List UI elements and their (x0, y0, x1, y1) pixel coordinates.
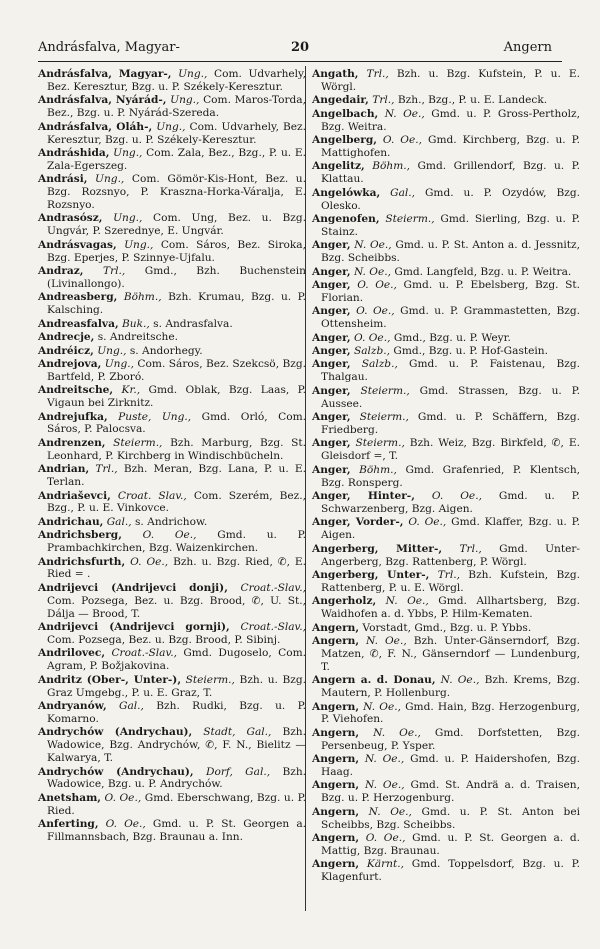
entry-details: Bzh. Wadowice, Bzg. u. P. Andrychów. (47, 765, 307, 791)
entry-details: Gmd. u. P. Grammastetten, Bzg. Ottensheim. (321, 305, 580, 331)
entry-details: Gmd. Grafenried, P. Klentsch, Bzg. Ronsperg. (321, 463, 581, 489)
entry-region: Ung., (178, 68, 208, 80)
entry-region: O. Oe., (130, 555, 169, 568)
entry-region: N. Oe., (368, 805, 412, 818)
entry-headword: Angedair, (312, 94, 369, 107)
entry-region: N. Oe., (354, 239, 392, 252)
entry-details: Bzh. Weiz, Bzg. Birkfeld, ✆, E. Gleisdorf =, T. (321, 437, 580, 463)
page-number: 20 (290, 40, 310, 55)
entry-details: Gmd. Allhartsberg, Bzg. Waidhofen a. d. Ybbs, P. Hilm-Kematen. (321, 595, 580, 621)
entry-details: Com. Zala, Bez., Bzg., P. u. E. Zala-Egerszeg. (47, 146, 306, 172)
entry-details: Gmd. Unter-Angerberg, Bzg. Rattenberg, P. Wörgl. (321, 542, 581, 568)
entry-headword: Anferting, (38, 818, 99, 831)
gazetteer-entry (38, 818, 306, 844)
entry-region: Steierm., (113, 436, 163, 449)
entry-region: Ung., (113, 212, 143, 225)
entry-region: O. Oe., (382, 134, 423, 147)
entry-headword: Andreitsche, (38, 384, 114, 397)
entry-headword: Andraz, (38, 265, 84, 278)
entry-headword: Angern, (312, 779, 360, 792)
entry-details: Bzh. Unter-Gänserndorf, Bzg. Matzen, ✆, F. N., Gänserndorf — Lundenburg, T. (321, 634, 580, 673)
entry-details: Gmd. u. P. St. Anton bei Scheibbs, Bzg. Scheibbs. (321, 805, 580, 831)
entry-details: Bzh. Meran, Bzg. Lana, P. u. E. Terlan. (47, 463, 307, 489)
entry-headword: Andrásvagas, (38, 238, 117, 251)
entry-headword: Angern, (312, 805, 360, 818)
gazetteer-entry (312, 674, 580, 700)
entry-headword: Angerberg, Unter-, (312, 568, 430, 581)
entry-headword: Andrási, (38, 173, 88, 186)
gazetteer-entry (312, 358, 580, 384)
gazetteer-entry (38, 331, 306, 344)
entry-details: Gmd. Grillendorf, Bzg. u. P. Klattau. (321, 160, 580, 186)
gazetteer-entry (38, 239, 306, 265)
entry-headword: Andrichsberg, (38, 529, 122, 542)
gazetteer-entry (38, 647, 306, 673)
entry-details: Bzh. u. Bzg. Ried, ✆, E. Ried = . (47, 555, 306, 581)
entry-details: Gmd. Klaffer, Bzg. u. P. Aigen. (321, 516, 580, 542)
entry-region: Gal., (106, 515, 132, 528)
gazetteer-entry (38, 94, 306, 120)
entry-region: Puste, Ung., (118, 410, 192, 423)
gazetteer-entry (38, 792, 306, 818)
entry-headword: Andrenzen, (38, 436, 106, 449)
entry-region: N. Oe., (366, 634, 407, 647)
gazetteer-entry (312, 437, 580, 463)
header-rule (38, 61, 562, 62)
entry-details: Com. Ung, Bez. u. Bzg. Ungvár, P. Szerednye, E. Ungvár. (47, 212, 306, 238)
entry-headword: Anger, (312, 279, 351, 291)
left-column (38, 68, 306, 844)
gazetteer-entry (312, 187, 580, 213)
entry-region: Böhm., (372, 160, 410, 173)
entry-headword: Angern, (312, 621, 360, 634)
entry-headword: Angath, (312, 68, 359, 80)
gazetteer-entry (38, 411, 306, 437)
gazetteer-entry (312, 411, 580, 437)
entry-headword: Anger, Vorder-, (312, 516, 404, 529)
entry-region: Ung., (95, 173, 125, 186)
entry-headword: Anetsham, (38, 791, 101, 804)
entry-region: Steierm., (355, 437, 405, 450)
entry-details: Bzh. u. Bzg. Kufstein, P. u. E. Wörgl. (321, 68, 580, 93)
entry-region: Steierm., (185, 673, 235, 686)
entry-region: Gal., (390, 186, 416, 199)
gazetteer-entry (38, 556, 306, 582)
gazetteer-entry (38, 121, 306, 147)
gazetteer-entry (38, 700, 306, 726)
gazetteer-entry (312, 858, 580, 884)
entry-details: Bzh. Wadowice, Bzg. Andrychów, ✆, F. N., Bielitz — Kalwarya, T. (47, 726, 306, 765)
right-column (312, 68, 580, 885)
gazetteer-entry (38, 674, 306, 700)
gazetteer-entry (312, 701, 580, 727)
entry-details: s. Andreitsche. (97, 331, 178, 344)
entry-headword: Angelberg, (312, 134, 377, 147)
gazetteer-entry (38, 437, 306, 463)
entry-details: Gmd. u. P. Prambachkirchen, Bzg. Waizenkirchen. (47, 529, 306, 555)
entry-details: Gmd. u. P. Schwarzenberg, Bzg. Aigen. (321, 490, 581, 515)
gazetteer-entry (312, 806, 580, 832)
gazetteer-entry (312, 239, 580, 265)
entry-region: O. Oe., (105, 818, 146, 831)
entry-details: Com. Udvarhely, Bez. Keresztur, Bzg. u. P. Székely-Keresztur. (47, 120, 306, 146)
gazetteer-entry (312, 622, 580, 635)
entry-region: O. Oe., (357, 279, 397, 291)
entry-headword: Andriaševci, (38, 489, 111, 502)
entry-region: Croat.-Slav., (111, 647, 177, 660)
gazetteer-entry (38, 345, 306, 358)
entry-region: Trl., (366, 68, 389, 80)
gazetteer-entry (312, 68, 580, 94)
entry-region: O. Oe., (408, 516, 447, 529)
gazetteer-entry (38, 529, 306, 555)
gazetteer-entry (38, 147, 306, 173)
entry-details: Gmd. u. P. St. Georgen a. Fillmannsbach, Bzg. Braunau a. Inn. (47, 818, 306, 844)
header-right-guideword: Angern (503, 40, 552, 55)
entry-details: Gmd. Orló, Com. Sáros, P. Palocsva. (47, 410, 307, 436)
entry-region: Trl., (437, 568, 460, 581)
gazetteer-entry (38, 490, 306, 516)
entry-details: Bzh. Rudki, Bzg. u. P. Komarno. (47, 700, 306, 725)
entry-headword: Andrejufka, (38, 410, 108, 423)
entry-details: Com. Szerém, Bez., Bzg., P. u. E. Vinkovce. (47, 489, 306, 515)
gazetteer-entry (312, 779, 580, 805)
gazetteer-entry (38, 726, 306, 765)
entry-headword: Angern a. d. Donau, (312, 674, 436, 687)
entry-headword: Andréicz, (38, 344, 94, 357)
entry-headword: Angenofen, (312, 212, 380, 225)
entry-region: Buk., (122, 317, 150, 330)
entry-region: Croat.-Slav., (240, 621, 306, 634)
entry-headword: Andrecje, (38, 331, 95, 344)
entry-region: N. Oe., (373, 726, 421, 739)
gazetteer-entry (312, 569, 580, 595)
entry-headword: Andráshida, (38, 146, 110, 159)
entry-headword: Anger, (312, 331, 351, 344)
entry-headword: Angerberg, Mitter-, (312, 542, 443, 555)
entry-region: O. Oe., (356, 305, 395, 318)
entry-region: Böhm., (359, 463, 397, 476)
entry-headword: Anger, Hinter-, (312, 490, 415, 502)
page-header (38, 40, 562, 58)
gazetteer-entry (312, 160, 580, 186)
entry-headword: Andrian, (38, 463, 90, 476)
gazetteer-entry (312, 516, 580, 542)
entry-region: Ung., (104, 357, 134, 370)
entry-region: Ung., (156, 120, 186, 133)
entry-details: Bzh. u. Bzg. Graz Umgebg., P. u. E. Graz, T. (47, 673, 307, 699)
entry-details: Gmd. Sierling, Bzg. u. P. Stainz. (321, 212, 580, 238)
entry-headword: Angern, (312, 753, 360, 766)
gazetteer-entry (312, 490, 580, 516)
entry-headword: Angern, (312, 726, 360, 739)
entry-region: Salzb., (353, 345, 391, 358)
gazetteer-entry (38, 212, 306, 238)
entry-region: Steierm., (385, 212, 435, 225)
entry-region: N. Oe., (363, 700, 401, 713)
entry-details: Bzh. Kufstein, Bzg. Rattenberg, P. u. E. Wörgl. (321, 568, 580, 594)
entry-region: Dorf, Gal., (205, 765, 271, 778)
entry-region: Croat.-Slav., (240, 581, 306, 594)
gazetteer-entry (312, 108, 580, 134)
entry-details: Com. Udvarhely, Bez. Keresztur, Bzg. u. P. Székely-Keresztur. (47, 68, 306, 93)
entry-headword: Angern, (312, 700, 360, 713)
gazetteer-entry (312, 305, 580, 331)
gazetteer-entry (312, 464, 580, 490)
entry-details: Gmd. u. P. Schäffern, Bzg. Friedberg. (321, 411, 581, 436)
entry-details: Gmd. Oblak, Bzg. Laas, P. Vigaun bei Zirknitz. (47, 384, 307, 410)
entry-details: s. Andrasfalva. (153, 317, 233, 330)
entry-headword: Anger, (312, 358, 351, 371)
entry-headword: Angern, (312, 832, 360, 845)
entry-details: Gmd. u. P. Gross-Pertholz, Bzg. Weitra. (321, 107, 580, 133)
entry-region: O. Oe., (365, 832, 406, 845)
entry-details: Gmd. Hain, Bzg. Herzogenburg, P. Viehofen. (321, 700, 580, 726)
entry-headword: Andrejova, (38, 357, 102, 370)
entry-headword: Andryanów, (38, 700, 107, 712)
gazetteer-entry (38, 463, 306, 489)
entry-details: Gmd., Bzh. Buchenstein (Livinallongo). (47, 265, 307, 290)
entry-details: Bzh. Marburg, Bzg. St. Leonhard, P. Kirchberg in Windischbücheln. (47, 436, 306, 462)
gazetteer-entry (38, 516, 306, 529)
entry-region: O. Oe., (431, 490, 482, 502)
gazetteer-entry (312, 595, 580, 621)
gazetteer-entry (38, 173, 306, 212)
entry-headword: Andrichsfurth, (38, 555, 126, 568)
entry-headword: Andrichau, (38, 515, 104, 528)
gazetteer-entry (38, 318, 306, 331)
entry-details: Gmd. Dugoselo, Com. Agram, P. Božjakovina. (47, 647, 306, 673)
entry-details: Com. Pozsega, Bez. u. Bzg. Brood, P. Sibinj. (47, 633, 281, 646)
entry-details: Com. Sáros, Bez. Siroka, Bzg. Eperjes, P. Szinnye-Ujfalu. (47, 238, 306, 264)
entry-details: Gmd. Strassen, Bzg. u. P. Aussee. (321, 384, 581, 410)
gazetteer-entry (38, 265, 306, 291)
entry-details: s. Andorhegy. (129, 344, 203, 357)
entry-region: Ung., (113, 146, 143, 159)
entry-headword: Andrásfalva, Nyárád-, (38, 94, 167, 107)
entry-details: Gmd. u. P. St. Georgen a. d. Mattig, Bzg. Braunau. (321, 832, 580, 857)
entry-headword: Angerholz, (312, 595, 377, 608)
entry-details: Gmd. Eberschwang, Bzg. u. P. Ried. (47, 791, 307, 817)
gazetteer-entry (38, 291, 306, 317)
entry-details: Gmd. u. P. St. Anton a. d. Jessnitz, Bzg. Scheibbs. (321, 239, 580, 265)
entry-headword: Andrijevci (Andrijevci gornji), (38, 621, 230, 634)
entry-details: s. Andrichow. (135, 515, 208, 528)
entry-region: O. Oe., (353, 331, 391, 344)
gazetteer-entry (38, 766, 306, 792)
entry-details: Vorstadt, Gmd., Bzg. u. P. Ybbs. (362, 621, 532, 634)
entry-region: N. Oe., (440, 674, 480, 687)
gazetteer-entry (312, 266, 580, 279)
entry-headword: Andrijevci (Andrijevci donji), (38, 581, 228, 594)
entry-details: Bzh., Bzg., P. u. E. Landeck. (397, 94, 548, 107)
gazetteer-entry (312, 832, 580, 858)
entry-details: Gmd. Kirchberg, Bzg. u. P. Mattighofen. (321, 134, 580, 159)
entry-region: Steierm., (359, 411, 409, 424)
gazetteer-entry (312, 279, 580, 305)
entry-headword: Angern, (312, 858, 360, 871)
entry-headword: Anger, (312, 384, 351, 397)
entry-region: Stadt, Gal., (203, 726, 272, 739)
entry-region: N. Oe., (353, 265, 391, 278)
entry-headword: Andreasfalva, (38, 317, 119, 330)
entry-headword: Anger, (312, 239, 351, 252)
entry-details: Com. Gömör-Kis-Hont, Bez. u. Bzg. Rozsnyo, P. Kraszna-Horka-Váralja, E. Rozsnyo. (47, 173, 306, 212)
entry-details: Gmd. Toppelsdorf, Bzg. u. P. Klagenfurt. (321, 858, 581, 884)
gazetteer-entry (312, 213, 580, 239)
entry-details: Gmd. u. P. Ebelsberg, Bzg. St. Florian. (321, 279, 580, 304)
entry-details: Gmd. u. P. Haidershofen, Bzg. Haag. (321, 753, 580, 779)
entry-details: Gmd. St. Andrä a. d. Traisen, Bzg. u. P. Herzogenburg. (321, 779, 580, 805)
entry-headword: Anger, (312, 345, 351, 358)
entry-details: Gmd., Bzg. u. P. Hof-Gastein. (393, 345, 548, 358)
gazetteer-entry (38, 582, 306, 621)
entry-region: Kr., (121, 384, 141, 397)
gazetteer-entry (312, 345, 580, 358)
gazetteer-entry (312, 727, 580, 753)
entry-region: Ung., (97, 344, 127, 357)
gazetteer-entry (312, 332, 580, 345)
entry-headword: Angern, (312, 634, 360, 647)
entry-region: Croat. Slav., (117, 489, 187, 502)
entry-region: Trl., (103, 265, 126, 278)
entry-details: Com. Sáros, Bez. Szekcsö, Bzg. Bartfeld, P. Zboró. (47, 357, 306, 383)
entry-region: O. Oe., (142, 529, 197, 542)
entry-details: Com. Pozsega, Bez. u. Bzg. Brood, ✆, U. St., Dálja — Brood, T. (47, 594, 306, 620)
entry-headword: Angelbach, (312, 107, 379, 120)
entry-details: Gmd. u. P. Faistenau, Bzg. Thalgau. (321, 358, 580, 384)
entry-region: N. Oe., (364, 753, 405, 766)
entry-region: N. Oe., (385, 595, 429, 608)
gazetteer-entry (38, 621, 306, 647)
gazetteer-entry (312, 385, 580, 411)
gazetteer-entry (312, 94, 580, 107)
entry-headword: Andrásfalva, Magyar-, (38, 68, 172, 80)
entry-headword: Andreasberg, (38, 291, 118, 304)
entry-region: Trl., (459, 542, 482, 555)
entry-region: N. Oe., (365, 779, 405, 792)
entry-details: Bzh. Krems, Bzg. Mautern, P. Hollenburg. (321, 674, 580, 700)
gazetteer-entry (38, 358, 306, 384)
entry-headword: Andritz (Ober-, Unter-), (38, 673, 182, 686)
header-left-guideword: Andrásfalva, Magyar- (38, 40, 180, 55)
entry-region: Trl., (372, 94, 395, 107)
entry-region: Kärnt., (366, 858, 404, 871)
entry-headword: Andrasósz, (38, 212, 103, 225)
entry-headword: Anger, (312, 265, 351, 278)
entry-headword: Anger, (312, 411, 351, 424)
entry-headword: Anger, (312, 437, 351, 450)
entry-region: Ung., (124, 238, 154, 251)
gazetteer-entry (312, 543, 580, 569)
entry-headword: Andrychów (Andrychau), (38, 765, 194, 778)
entry-region: N. Oe., (384, 107, 425, 120)
entry-headword: Angelówka, (312, 186, 381, 199)
entry-region: Steierm., (360, 384, 410, 397)
gazetteer-entry (38, 384, 306, 410)
entry-details: Gmd. Dorfstetten, Bzg. Persenbeug, P. Ysper. (321, 726, 580, 752)
entry-region: Ung., (170, 94, 200, 107)
entry-headword: Angelitz, (312, 160, 365, 173)
entry-region: Böhm., (123, 291, 162, 304)
entry-region: Salzb., (361, 358, 398, 371)
gazetteer-entry (312, 635, 580, 674)
entry-headword: Anger, (312, 463, 351, 476)
entry-headword: Andrychów (Andrychau), (38, 726, 193, 739)
entry-details: Bzh. Krumau, Bzg. u. P. Kalsching. (47, 291, 307, 317)
gazetteer-entry (312, 753, 580, 779)
entry-region: Trl., (95, 463, 118, 476)
entry-details: Gmd., Bzg. u. P. Weyr. (393, 331, 511, 344)
entry-region: O. Oe., (104, 791, 142, 804)
entry-headword: Anger, (312, 305, 351, 318)
gazetteer-entry (38, 68, 306, 94)
entry-details: Com. Maros-Torda, Bez., Bzg. u. P. Nyárád-Szereda. (47, 94, 306, 120)
entry-details: Gmd. Langfeld, Bzg. u. P. Weitra. (394, 265, 572, 278)
entry-headword: Andrásfalva, Oláh-, (38, 120, 153, 133)
entry-region: Gal., (119, 700, 144, 712)
entry-details: Gmd. u. P. Ozydów, Bzg. Olesko. (321, 186, 580, 212)
gazetteer-entry (312, 134, 580, 160)
entry-headword: Andrilovec, (38, 647, 106, 660)
